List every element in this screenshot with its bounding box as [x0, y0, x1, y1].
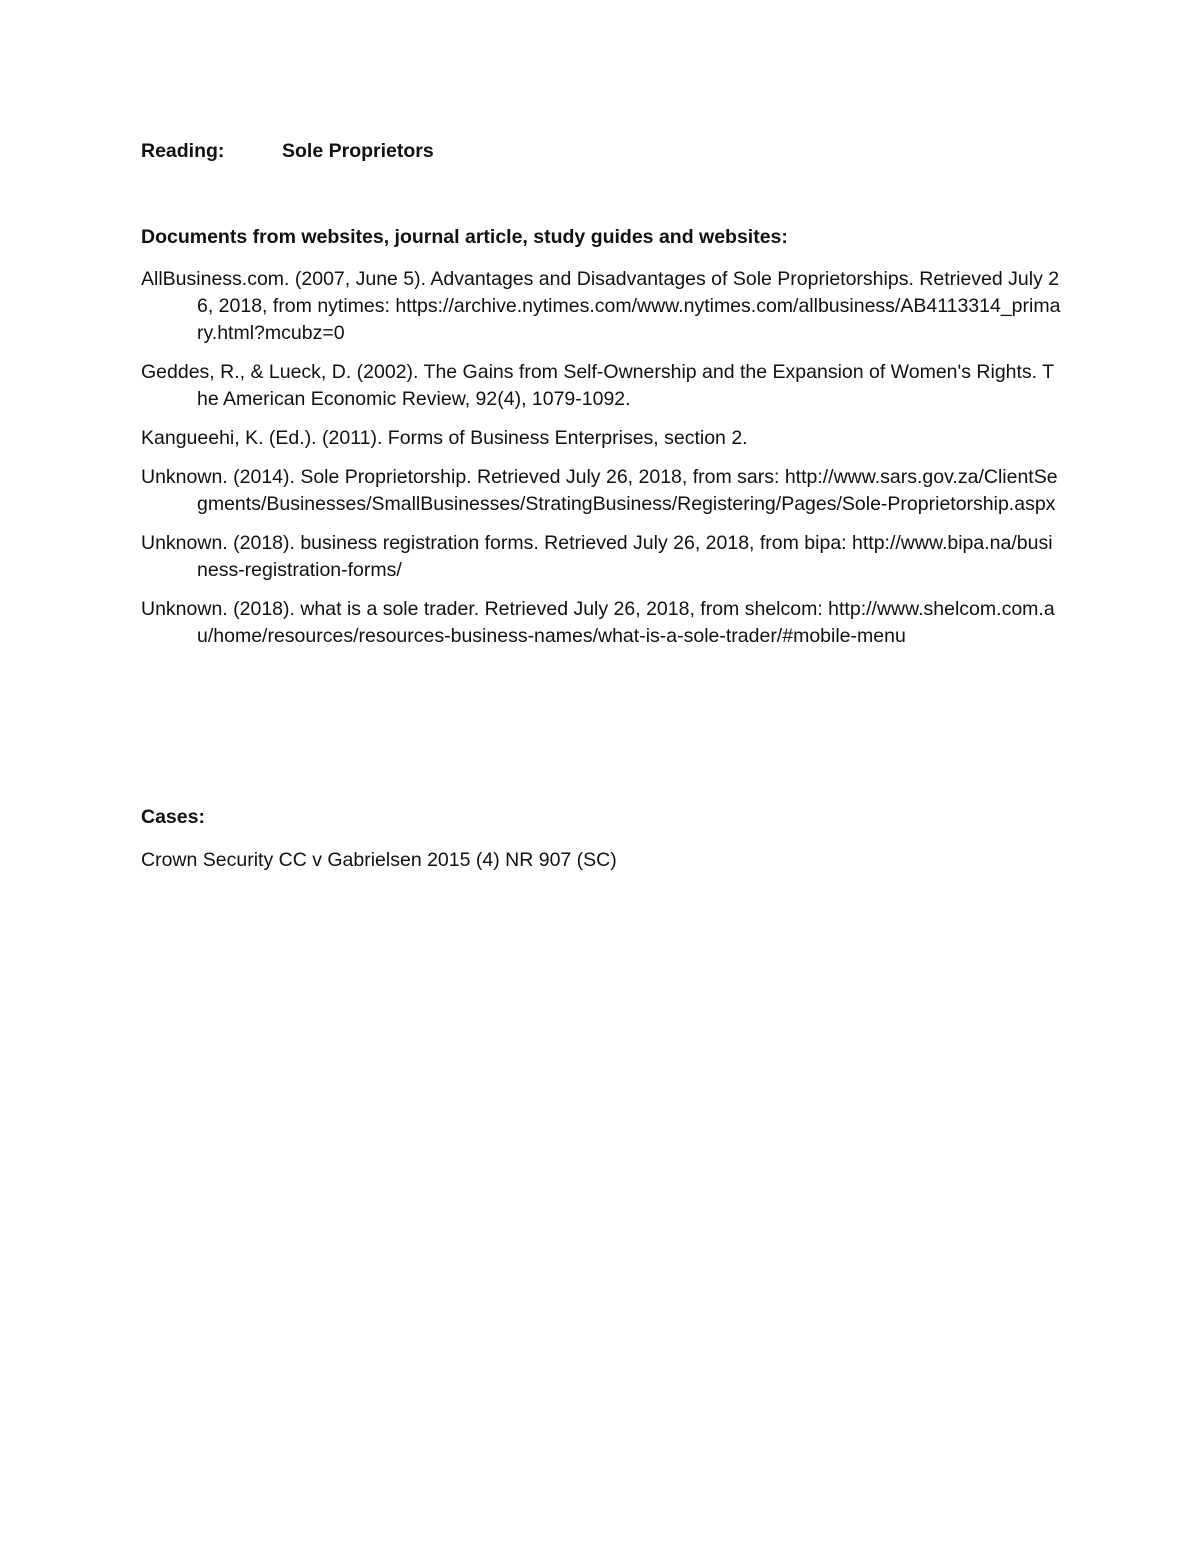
reference-text: Kangueehi, K. (Ed.). (2011). Forms of Business Enterprises, section 2. — [141, 427, 748, 449]
reference-text: Unknown. (2014). Sole Proprietorship. Retrieved July 26, 2018, from sars: — [141, 466, 785, 488]
reference-url[interactable]: https://archive.nytimes.com/www.nytimes.com/allbusiness/AB4113314_primary.html?mcubz=0 — [197, 295, 1061, 344]
reference-text: Unknown. (2018). business registration forms. Retrieved July 26, 2018, from bipa: — [141, 532, 853, 554]
documents-section-title: Documents from websites, journal article, study guides and websites: — [141, 226, 788, 248]
reference-text: Geddes, R., & Lueck, D. (2002). The Gains from Self-Ownership and the Expansion of Women's Rights. The American Economic Review, 92(4), 1079-1092. — [141, 361, 1055, 410]
reference-url[interactable]: http://www.shelcom.com.au/home/resources/resources-business-names/what-is-a-sole-trader/#mobile-menu — [197, 598, 1055, 647]
case-citation: Crown Security CC v Gabrielsen 2015 (4) NR 907 (SC) — [141, 849, 617, 871]
reference-text: AllBusiness.com. (2007, June 5). Advantages and Disadvantages of Sole Proprietorships. Retrieved July 26, 2018, from nytimes: — [141, 268, 1060, 317]
reference-url[interactable]: http://www.bipa.na/business-registration-forms/ — [197, 532, 1053, 581]
reading-label: Reading: — [141, 140, 225, 162]
reading-heading — [141, 140, 434, 163]
reference-item — [141, 425, 1061, 452]
reference-item — [141, 530, 1061, 584]
cases-section-title: Cases: — [141, 806, 205, 828]
reading-topic: Sole Proprietors — [282, 140, 434, 162]
reference-list — [141, 266, 1061, 662]
reference-item — [141, 266, 1061, 347]
reference-url[interactable]: http://www.sars.gov.za/ClientSegments/Businesses/SmallBusinesses/StratingBusiness/Registering/Pages/Sole-Proprietorship.aspx — [197, 466, 1058, 515]
reference-item — [141, 359, 1061, 413]
reference-item — [141, 596, 1061, 650]
reference-item — [141, 464, 1061, 518]
reference-text: Unknown. (2018). what is a sole trader. Retrieved July 26, 2018, from shelcom: — [141, 598, 829, 620]
